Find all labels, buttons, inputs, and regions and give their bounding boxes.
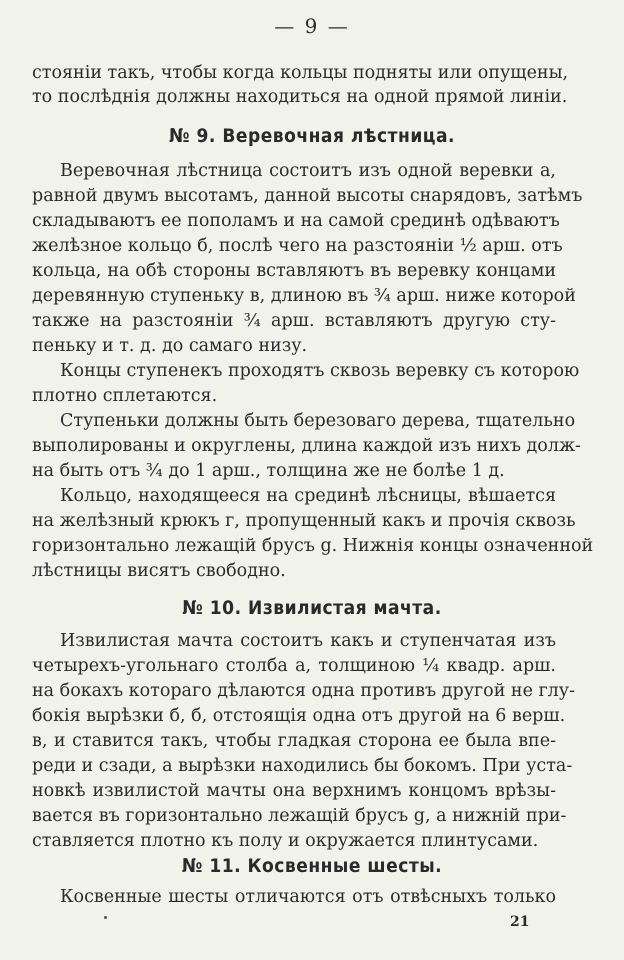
text-line: четырехъ-угольнаго столба а, толщиною ¼ квадр. арш. [32, 656, 556, 676]
section-heading: № 11. Косвенные шесты. [181, 855, 443, 877]
text-line: Кольцо, находящееся на срединѣ лѣсницы, вѣшается [60, 486, 556, 506]
text-line: ставляется плотно къ полу и окружается плинтусами. [32, 831, 539, 851]
text-line: бокiя вырѣзки б, б, отстоящiя одна отъ другой на 6 верш. [32, 706, 566, 726]
section-heading: № 9. Веревочная лѣстница. [169, 125, 455, 147]
text-line: новкѣ извилистой мачты она верхнимъ концомъ врѣзы- [32, 781, 556, 801]
text-line: вается въ горизонтально лежащiй брусъ g, а нижнiй при- [32, 806, 567, 826]
text-line: Косвенные шесты отличаются отъ отвѣсныхъ только [60, 887, 556, 907]
print-speck [104, 916, 107, 919]
text-line: на желѣзный крюкъ г, пропущенный какъ и прочiя сквозь [32, 511, 576, 531]
text-line: Ступеньки должны быть березоваго дерева, тщательно [60, 411, 576, 431]
text-line: в, и ставится такъ, чтобы гладкая сторона ее была впе- [32, 731, 556, 751]
text-line: то послѣднiя должны находиться на одной прямой линiи. [32, 87, 568, 107]
text-line: пеньку и т. д. до самаго низу. [32, 336, 308, 356]
text-line: также на разстоянiи ¾ арш. вставляютъ другую сту- [32, 311, 556, 331]
text-line: кольца, на обѣ стороны вставляютъ въ веревку концами [32, 261, 556, 281]
text-line: складываютъ ее пополамъ и на самой срединѣ одѣваютъ [32, 211, 560, 231]
text-line: на бокахъ котораго дѣлаются одна противъ другой не глу- [32, 681, 576, 701]
text-line: Веревочная лѣстница состоитъ изъ одной веревки а, [60, 161, 556, 181]
text-line: плотно сплетаются. [32, 386, 218, 406]
page-number: — 9 — [274, 14, 350, 38]
text-line: Концы ступенекъ проходятъ сквозь веревку съ которою [60, 361, 580, 381]
text-line: стоянiи такъ, чтобы когда кольцы подняты или опущены, [32, 63, 569, 83]
text-line: на быть отъ ¾ до 1 арш., толщина же не болѣе 1 д. [32, 461, 505, 481]
text-line: горизонтально лежащiй брусъ g. Нижнiя концы означенной [32, 536, 594, 556]
text-line: Извилистая мачта состоитъ какъ и ступенчатая изъ [60, 631, 556, 651]
text-line: лѣстницы висятъ свободно. [32, 561, 286, 581]
text-line: равной двумъ высотамъ, данной высоты снарядовъ, затѣмъ [32, 186, 583, 206]
signature-mark: 21 [510, 914, 530, 930]
text-line: выполированы и округлены, длина каждой изъ нихъ долж- [32, 436, 581, 456]
section-heading: № 10. Извилистая мачта. [182, 597, 442, 619]
text-line: деревянную ступеньку в, длиною въ ¾ арш. ниже которой [32, 286, 576, 306]
text-line: реди и сзади, а вырѣзки находились бы бокомъ. При уста- [32, 756, 573, 776]
text-line: желѣзное кольцо б, послѣ чего на разстоянiи ½ арш. отъ [32, 236, 563, 256]
